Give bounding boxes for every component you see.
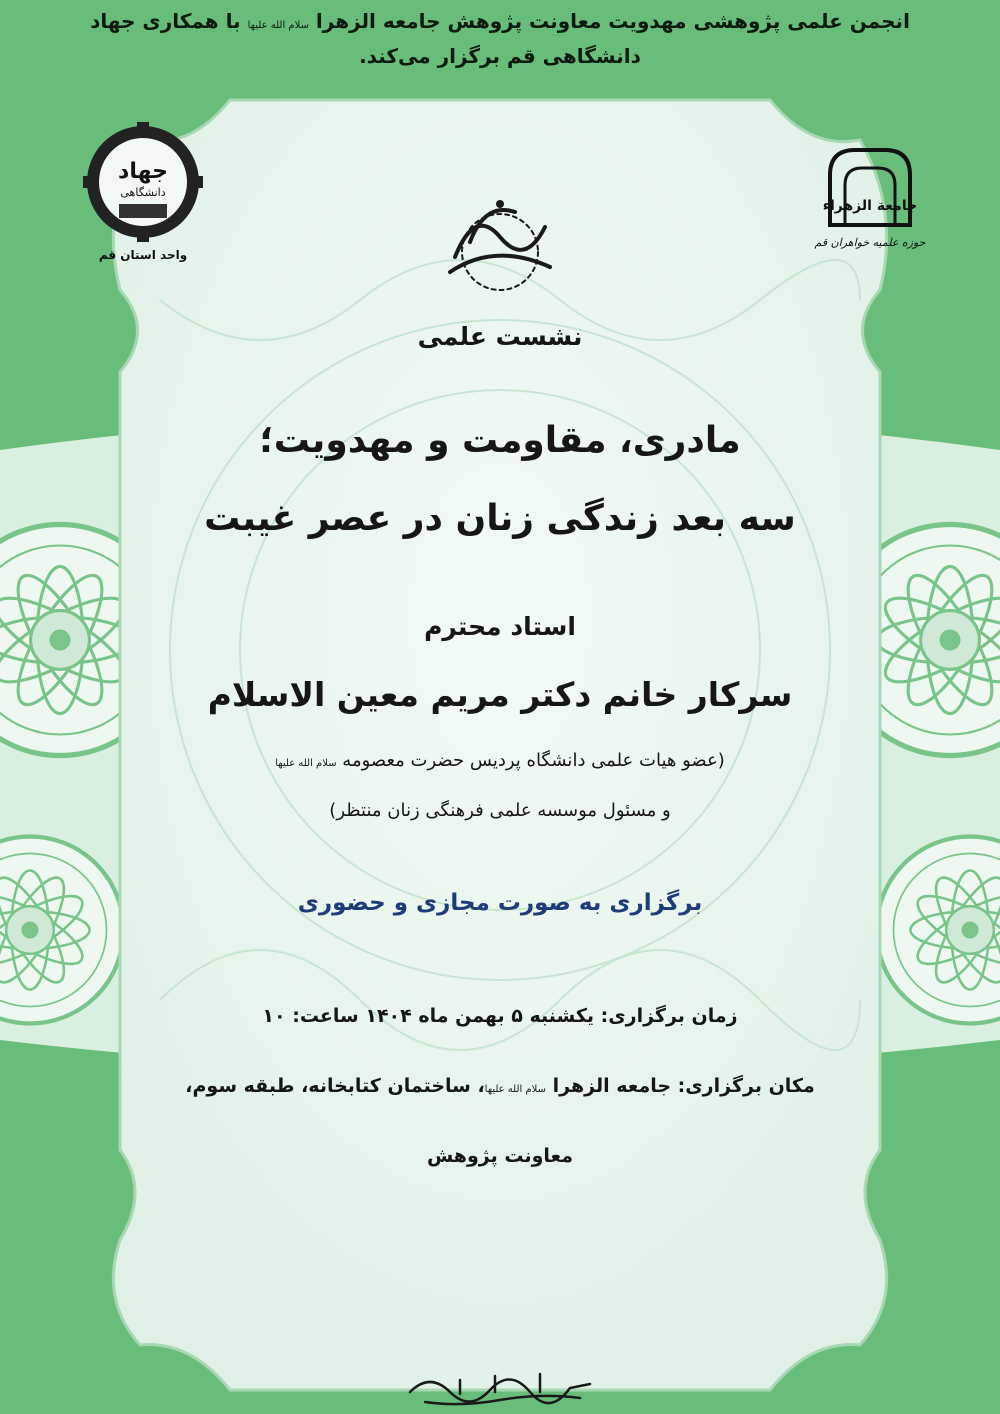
- jahad-daneshgahi-gear-logo-icon: [83, 122, 203, 242]
- jameat-al-zahra-logo: [790, 140, 950, 249]
- session-label: نشست علمی: [417, 322, 583, 351]
- jahad-logo-title: جهاد: [118, 159, 168, 184]
- organizer-announcement: [60, 6, 940, 72]
- event-time: زمان برگزاری: یکشنبه ۵ بهمن ماه ۱۴۰۴ ساعت: ۱۰: [262, 1005, 738, 1027]
- attendance-mode: برگزاری به صورت مجازی و حضوری: [297, 890, 703, 916]
- announcement-line-2: دانشگاهی قم برگزار می‌کند.: [359, 44, 641, 68]
- affiliation-line-1: (عضو هیات علمی دانشگاه پردیس حضرت معصومه سلام الله علیها: [275, 750, 725, 771]
- research-deputy-signature-logo-icon: [400, 1362, 600, 1412]
- jahad-logo-subtitle: دانشگاهی: [120, 186, 166, 199]
- jahad-daneshgahi-logo: [78, 122, 208, 262]
- jameat-logo-caption: حوزه علمیه خواهران قم: [814, 236, 926, 249]
- affiliation-line-2: و مسئول موسسه علمی فرهنگی زنان منتظر): [329, 800, 671, 821]
- jameat-logo-name: جامعة الزهراء: [822, 198, 918, 214]
- mahdaviat-calligraphy-logo-icon: [435, 182, 565, 302]
- jahad-logo-caption: واحد استان قم: [98, 248, 188, 262]
- organizing-department: معاونت پژوهش: [426, 1145, 574, 1167]
- event-title-line-1: مادری، مقاومت و مهدویت؛: [259, 420, 741, 461]
- announcement-line-1: انجمن علمی پژوهشی مهدویت معاونت پژوهش جامعه الزهرا سلام الله علیها با همکاری جهاد: [90, 9, 910, 33]
- professor-label: استاد محترم: [424, 612, 576, 641]
- event-place: مکان برگزاری: جامعه الزهرا سلام الله علیها، ساختمان کتابخانه، طبقه سوم،: [185, 1075, 815, 1097]
- professor-name: سرکار خانم دکتر مریم معین الاسلام: [207, 675, 793, 714]
- jameat-al-zahra-logo-icon: [810, 140, 930, 230]
- event-title-line-2: سه بعد زندگی زنان در عصر غیبت: [204, 498, 796, 539]
